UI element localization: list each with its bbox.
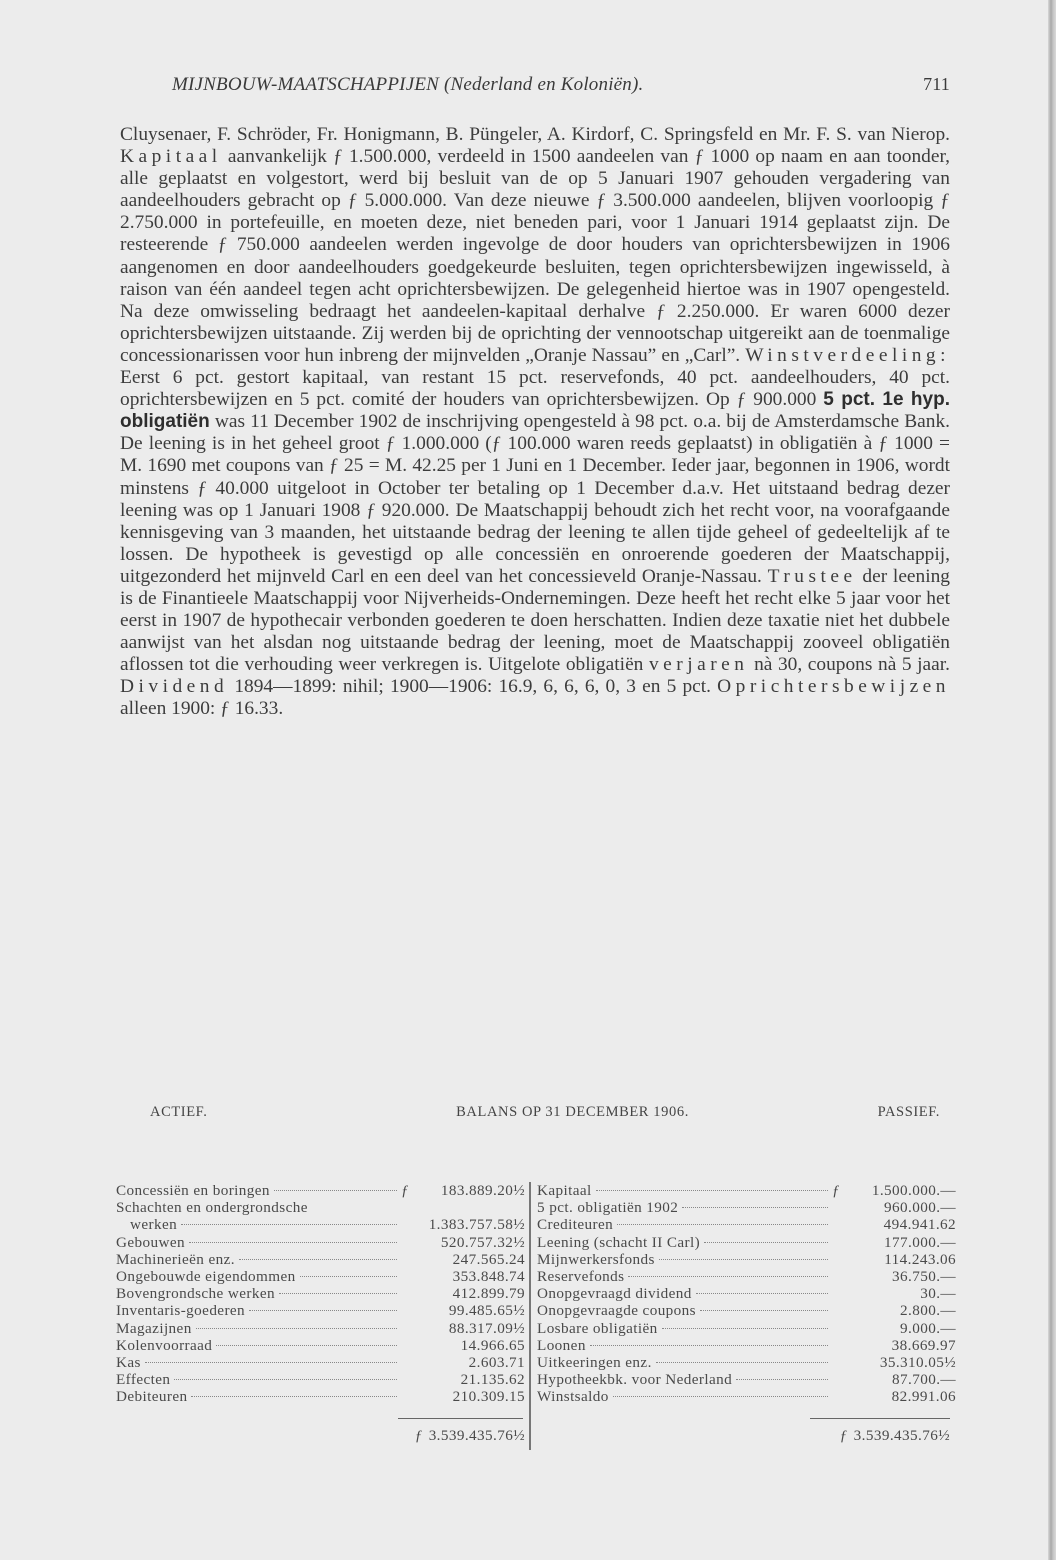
balance-row-amount: 960.000.—	[884, 1199, 956, 1217]
text-run: alleen 1900: ƒ 16.33.	[120, 698, 284, 720]
balance-row-label: werken	[130, 1216, 178, 1234]
dot-leader	[662, 1328, 828, 1329]
balance-title: BALANS OP 31 DECEMBER 1906.	[456, 1104, 689, 1120]
balance-row	[537, 1354, 956, 1371]
text-run: was 11 December 1902 de inschrijving opengesteld à 98 pct. o.a. bij de Amsterdamsche Bank. De leening is in het geheel groot ƒ 1.000.000 (ƒ 100.000 waren reeds geplaatst) in obligatiën à ƒ 1000 = M. 1690 met coupons van ƒ 25 = M. 42.25 per 1 Juni en 1 December. Ieder jaar, begonnen in 1906, wordt minstens ƒ 40.000 uitgeloot in October ter betaling op 1 December d.a.v. Het uitstaand bedrag dezer leening was op 1 Januari 1908 ƒ 920.000. De Maatschappij behoudt zich het recht voor, na voorafgaande kennisgeving van 3 maanden, het uitstaande bedrag der leening te allen tijde geheel of gedeeltelijk af te lossen. De hypotheek is gevestigd op alle concessiën en onroerende goederen der Maatschappij, uitgezonderd het mijnveld Carl en een deel van het concessieveld Oranje-Nassau.	[120, 411, 950, 587]
balance-row	[537, 1182, 956, 1199]
currency-symbol: ƒ	[414, 1426, 423, 1444]
balance-row-amount: 14.966.65	[460, 1336, 526, 1354]
balance-row	[116, 1234, 525, 1251]
dot-leader	[682, 1207, 828, 1208]
balance-row-amount: 88.317.09½	[448, 1319, 526, 1337]
balance-row-amount: 99.485.65½	[448, 1302, 526, 1320]
balance-row-label: Ongebouwde eigendommen	[116, 1268, 296, 1286]
balance-row-label: Kas	[116, 1354, 141, 1372]
balance-row	[537, 1302, 956, 1319]
balance-row	[116, 1199, 525, 1216]
balance-row-label: Leening (schacht II Carl)	[537, 1233, 701, 1251]
balance-row-amount: 353.848.74	[452, 1268, 526, 1286]
balance-row-label: Magazijnen	[116, 1319, 192, 1337]
page-number: 711	[923, 74, 950, 94]
balance-row-amount: 1.500.000.—	[871, 1182, 956, 1199]
balance-row-amount: 30.—	[920, 1285, 956, 1303]
balance-heading	[150, 1104, 940, 1121]
dot-leader	[191, 1396, 397, 1397]
balance-row	[116, 1354, 525, 1371]
balance-row-amount: 210.309.15	[452, 1388, 526, 1406]
emphasis-kapitaal: Kapitaal	[120, 146, 222, 168]
dot-leader	[181, 1224, 397, 1225]
emphasis-verjaren: verjaren	[648, 654, 749, 676]
dot-leader	[174, 1379, 397, 1380]
currency-symbol: ƒ	[401, 1182, 410, 1199]
balance-row-amount: 21.135.62	[460, 1371, 526, 1389]
actief-heading: ACTIEF.	[150, 1104, 208, 1120]
balance-row-amount: 38.669.97	[891, 1336, 956, 1354]
balance-row-label: Mijnwerkersfonds	[537, 1250, 655, 1268]
dot-leader	[617, 1224, 828, 1225]
balance-row-label: 5 pct. obligatiën 1902	[537, 1199, 679, 1217]
dot-leader	[696, 1293, 828, 1294]
balance-row-label: Winstsaldo	[537, 1388, 609, 1406]
document-page	[116, 74, 956, 1444]
dot-leader	[145, 1362, 397, 1363]
balance-row-label: Debiteuren	[116, 1388, 188, 1406]
balance-row-label: Onopgevraagd dividend	[537, 1285, 692, 1303]
dot-leader	[613, 1396, 828, 1397]
balance-row-amount: 183.889.20½	[440, 1182, 526, 1199]
balance-total-amount: 3.539.435.76½	[853, 1426, 950, 1444]
balance-row-amount: 520.757.32½	[440, 1233, 526, 1251]
balance-row-label: Uitkeeringen enz.	[537, 1354, 652, 1372]
balance-row-amount: 82.991.06	[891, 1388, 956, 1406]
balance-row-amount: 412.899.79	[452, 1285, 526, 1303]
dot-leader	[300, 1276, 397, 1277]
balance-row-amount: 177.000.—	[884, 1233, 956, 1251]
balance-row	[116, 1388, 525, 1405]
dot-leader	[704, 1242, 828, 1243]
balance-row-label: Inventaris-goederen	[116, 1302, 246, 1320]
currency-symbol: ƒ	[832, 1182, 840, 1199]
dot-leader	[239, 1259, 397, 1260]
balance-row-label: Crediteuren	[537, 1216, 614, 1234]
balance-row	[116, 1320, 525, 1337]
currency-symbol: ƒ	[839, 1426, 848, 1444]
balance-row-amount: 114.243.06	[884, 1250, 956, 1268]
emphasis-trustee: Trustee	[767, 565, 857, 587]
total-rule	[398, 1418, 523, 1419]
balance-row-label: Gebouwen	[116, 1233, 185, 1251]
dot-leader	[216, 1345, 397, 1346]
dot-leader	[659, 1259, 828, 1260]
body-paragraph	[120, 124, 950, 721]
dot-leader	[279, 1293, 397, 1294]
running-head-title	[172, 74, 643, 96]
balance-row	[537, 1268, 956, 1285]
balance-row-label: Bovengrondsche werken	[116, 1285, 275, 1303]
balance-row	[537, 1371, 956, 1388]
balance-row-label: Kolenvoorraad	[116, 1336, 213, 1354]
balance-row	[116, 1371, 525, 1388]
balance-row	[537, 1251, 956, 1268]
balance-row-label: Reservefonds	[537, 1268, 625, 1286]
balance-row-amount: 1.383.757.58½	[428, 1216, 526, 1234]
dot-leader	[656, 1362, 828, 1363]
balance-row-amount: 36.750.—	[892, 1268, 956, 1286]
balance-row	[116, 1337, 525, 1354]
balance-row	[116, 1182, 525, 1199]
emphasis-obligaties: 5 pct. 1e hyp. obligatiën	[120, 389, 950, 433]
text-run: Eerst 6 pct. gestort kapitaal, van restant 15 pct. reservefonds, 40 pct. aandeelhouders, 40 pct. oprichtersbewijzen en 5 pct. comité der houders van oprichtersbewijzen. Op ƒ 900.000	[120, 367, 950, 411]
balance-row-amount: 87.700.—	[892, 1371, 956, 1389]
actief-column	[116, 1182, 531, 1450]
dot-leader	[590, 1345, 828, 1346]
balance-row-label: Loonen	[537, 1336, 586, 1354]
balance-row	[116, 1268, 525, 1285]
balance-row-label: Schachten en ondergrondsche	[116, 1199, 308, 1217]
balance-row	[116, 1302, 525, 1319]
dot-leader	[274, 1190, 397, 1191]
dot-leader	[736, 1379, 828, 1380]
balance-row	[116, 1216, 525, 1233]
balance-row-label: Machinerieën enz.	[116, 1250, 235, 1268]
balance-row-label: Effecten	[116, 1371, 171, 1389]
balance-row-amount: 9.000.—	[900, 1319, 956, 1337]
balance-row-label: Hypotheekbk. voor Nederland	[537, 1371, 733, 1389]
balance-sheet	[116, 1182, 956, 1450]
emphasis-dividend: Dividend	[120, 676, 229, 698]
dot-leader	[249, 1310, 397, 1311]
balance-row	[116, 1251, 525, 1268]
text-run: nà 30, coupons nà 5 jaar.	[748, 654, 950, 676]
balance-row-label: Kapitaal	[537, 1182, 592, 1199]
dot-leader	[596, 1190, 828, 1191]
balance-row-amount: 247.565.24	[452, 1250, 526, 1268]
passief-heading: PASSIEF.	[877, 1104, 940, 1120]
balance-row-label: Losbare obligatiën	[537, 1319, 658, 1337]
balance-row-amount: 494.941.62	[883, 1216, 956, 1234]
total-rule	[810, 1418, 950, 1419]
balance-row	[537, 1285, 956, 1302]
balance-row-label: Onopgevraagde coupons	[537, 1302, 696, 1320]
balance-total	[116, 1427, 525, 1450]
dot-leader	[628, 1276, 828, 1277]
passief-column	[531, 1182, 956, 1450]
section-title: MIJNBOUW-MAATSCHAPPIJEN	[172, 74, 440, 95]
balance-row	[537, 1337, 956, 1354]
emphasis-winstverdeeling: Winstverdeeling:	[745, 344, 950, 366]
balance-row	[537, 1234, 956, 1251]
text-run: 1894—1899: nihil; 1900—1906: 16.9, 6, 6, 6, 0, 3 en 5 pct.	[228, 676, 718, 698]
text-run: Cluysenaer, F. Schröder, Fr. Honigmann, B. Püngeler, A. Kirdorf, C. Springsfeld en Mr. F. S. van Nierop.	[120, 124, 950, 145]
section-subtitle: (Nederland en Koloniën).	[443, 74, 644, 95]
scan-edge	[1048, 0, 1056, 1560]
dot-leader	[196, 1328, 397, 1329]
dot-leader	[700, 1310, 828, 1311]
balance-row-amount: 2.800.—	[900, 1302, 956, 1320]
text-run: der leening is de Finantieele Maatschappij voor Nijverheids-Ondernemingen. Deze heeft het recht elke 5 jaar voor het eerst in 1907 de hypothecair verbonden goederen te doen herschatten. Indien deze taxatie niet het dubbele aanwijst van het alsdan nog uitstaande bedrag der leening, moet de Maatschappij zooveel obligatiën aflossen tot die verhouding weer verkregen is. Uitgelote obligatiën	[120, 565, 950, 676]
balance-row	[116, 1285, 525, 1302]
balance-row	[537, 1388, 956, 1405]
dot-leader	[189, 1242, 397, 1243]
balance-row	[537, 1320, 956, 1337]
running-head	[120, 74, 950, 104]
balance-row-amount: 2.603.71	[468, 1354, 526, 1372]
balance-row-label: Concessiën en boringen	[116, 1182, 270, 1199]
balance-row	[537, 1199, 956, 1216]
balance-total	[537, 1427, 956, 1450]
balance-total-amount: 3.539.435.76½	[428, 1426, 526, 1444]
emphasis-oprichtersbewijzen: Oprichtersbewijzen	[717, 676, 950, 698]
text-run: aanvankelijk ƒ 1.500.000, verdeeld in 1500 aandeelen van ƒ 1000 op naam en aan toonder, alle geplaatst en volgestort, werd bij besluit van de op 5 Januari 1907 gehouden vergadering van aandeelhouders gebracht op ƒ 5.000.000. Van deze nieuwe ƒ 3.500.000 aandeelen, blijven voorloopig ƒ 2.750.000 in portefeuille, en moeten deze, niet beneden pari, voor 1 Januari 1914 geplaatst zijn. De resteerende ƒ 750.000 aandeelen werden ingevolge de door houders van oprichtersbewijzen in 1906 aangenomen en door aandeelhouders goedgekeurde besluiten, tegen oprichtersbewijzen ingewisseld, à raison van één aandeel tegen acht oprichtersbewijzen. De gelegenheid hiertoe was in 1907 opengesteld. Na deze omwisseling bedraagt het aandeelen-kapitaal derhalve ƒ 2.250.000. Er waren 6000 dezer oprichtersbewijzen uitstaande. Zij werden bij de oprichting der vennootschap uitgereikt aan de toenmalige concessionarissen voor hun inbreng der mijnvelden „Oranje Nassau” en „Carl”.	[120, 146, 950, 366]
balance-row-amount: 35.310.05½	[879, 1354, 956, 1372]
balance-row	[537, 1216, 956, 1233]
